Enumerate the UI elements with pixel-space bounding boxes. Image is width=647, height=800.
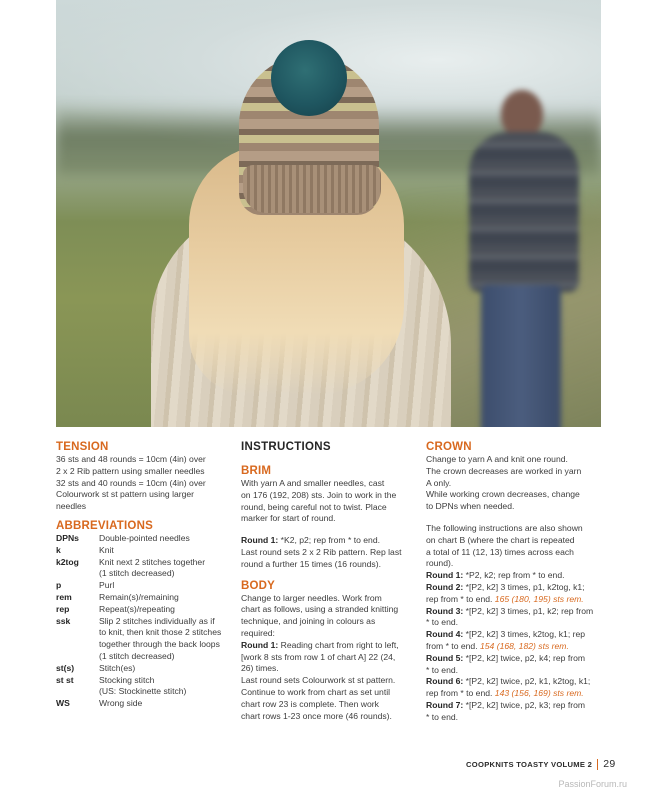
abbreviation-term: WS bbox=[56, 698, 70, 709]
abbreviation-row bbox=[56, 698, 231, 710]
crown-heading: CROWN bbox=[426, 441, 472, 453]
abbreviation-term: st(s) bbox=[56, 662, 75, 673]
crown-rounds bbox=[426, 570, 606, 723]
instructions-heading: INSTRUCTIONS bbox=[241, 441, 331, 453]
abbreviation-term bbox=[56, 627, 99, 639]
abbreviation-term bbox=[56, 568, 99, 580]
abbreviation-definition: Repeat(s)/repeating bbox=[99, 603, 175, 614]
crown-round-continuation: from * to end. 154 (168, 182) sts rem. bbox=[426, 640, 569, 651]
abbreviation-term: k bbox=[56, 544, 61, 555]
abbreviation-definition: together through the back loops bbox=[99, 639, 220, 650]
brim-heading: BRIM bbox=[241, 465, 272, 477]
abbreviation-definition: Remain(s)/remaining bbox=[99, 591, 179, 602]
tension-heading: TENSION bbox=[56, 441, 109, 453]
abbreviation-term: ssk bbox=[56, 615, 71, 626]
page-number: 29 bbox=[603, 758, 616, 770]
abbreviation-definition: Stitch(es) bbox=[99, 662, 136, 673]
abbreviation-term: rep bbox=[56, 603, 70, 614]
column-middle: INSTRUCTIONS BRIM With yarn A and smaller needles, cast on 176 (192, 208) sts. Join to work in the round, being careful not to twist. Place marker for start of round. Round 1: *K2, p2; rep from * to end. Last round sets 2 x 2 Rib pattern. Rep last round a further 15 times (16 rounds). BODY Change to larger needles. Work from chart as follows, using a stranded knitting technique, and joining in colours as required: Round 1: Reading chart from right to left, [work 8 sts from row 1 of chart A] 22 (24, 26) times. Last round sets Colourwork st st pattern. Continue to work from chart as set until chart row 23 is complete. Then work chart rows 1-23 once more (46 rounds). bbox=[241, 440, 416, 722]
hero-photo bbox=[56, 0, 601, 427]
crown-round-5: Round 5: *[P2, k2] twice, p2, k4; rep from bbox=[426, 652, 586, 663]
abbreviation-row bbox=[56, 675, 231, 687]
column-right bbox=[426, 440, 606, 724]
abbreviation-definition: Double-pointed needles bbox=[99, 532, 190, 543]
abbreviation-row bbox=[56, 663, 231, 675]
abbreviation-term: k2tog bbox=[56, 556, 79, 567]
crown-round-continuation: rep from * to end. 143 (156, 169) sts rem. bbox=[426, 688, 584, 699]
abbreviation-definition: Stocking stitch bbox=[99, 674, 155, 685]
crown-round-continuation: rep from * to end. 165 (180, 195) sts rem. bbox=[426, 593, 584, 604]
crown-round-6: Round 6: *[P2, k2] twice, p2, k1, k2tog, k1; bbox=[426, 676, 591, 687]
brim-round-1: Round 1: *K2, p2; rep from * to end. bbox=[241, 535, 380, 546]
body-text: Change to larger needles. Work from chart as follows, using a stranded knitting technique, and joining in colours as required: Round 1: Reading chart from right to left, [work 8 sts from row 1 of chart A] 22 (24, 26) times. Last round sets Colourwork st st pattern. Continue to work from chart as set until chart row 23 is complete. Then work chart rows 1-23 once more (46 rounds). bbox=[241, 593, 416, 723]
crown-chart-note: The following instructions are also shown on chart B (where the chart is repeated a total of 11 (12, 13) times across each round). bbox=[426, 522, 583, 569]
brim-text: With yarn A and smaller needles, cast on 176 (192, 208) sts. Join to work in the round, being careful not to twist. Place marker for start of round. bbox=[241, 478, 397, 524]
abbreviation-row bbox=[56, 557, 231, 569]
teal-pompom bbox=[271, 40, 347, 116]
abbreviation-row bbox=[56, 568, 231, 580]
abbreviation-definition: (1 stitch decreased) bbox=[99, 650, 175, 661]
abbreviation-row bbox=[56, 533, 231, 545]
magazine-title: COOPKNITS TOASTY VOLUME 2 bbox=[466, 759, 593, 769]
abbreviation-term bbox=[56, 686, 99, 698]
column-left bbox=[56, 440, 231, 710]
abbreviation-row bbox=[56, 545, 231, 557]
body-round-1: Round 1: Reading chart from right to left, bbox=[241, 639, 399, 650]
abbreviation-term: rem bbox=[56, 591, 72, 602]
abbreviation-term: p bbox=[56, 580, 62, 591]
abbreviation-row bbox=[56, 616, 231, 628]
abbreviation-row bbox=[56, 580, 231, 592]
crown-round-continuation: * to end. bbox=[426, 664, 459, 675]
abbreviations-heading: ABBREVIATIONS bbox=[56, 519, 153, 532]
crown-intro: Change to yarn A and knit one round. The crown decreases are worked in yarn A only. While working crown decreases, change to DPNs when needed. bbox=[426, 454, 582, 512]
crown-round-continuation: * to end. bbox=[426, 711, 459, 722]
abbreviation-row bbox=[56, 604, 231, 616]
stitch-count: 154 (168, 182) sts rem. bbox=[479, 640, 569, 651]
abbreviation-term: DPNs bbox=[56, 532, 79, 543]
page-footer bbox=[466, 758, 616, 770]
woman-in-beanie bbox=[151, 35, 471, 427]
crown-round-3: Round 3: *[P2, k2] 3 times, p1, k2; rep from bbox=[426, 605, 594, 616]
crown-round-2: Round 2: *[P2, k2] 3 times, p1, k2tog, k1; bbox=[426, 581, 585, 592]
crown-round-4: Round 4: *[P2, k2] 3 times, k2tog, k1; rep bbox=[426, 629, 586, 640]
abbreviation-row bbox=[56, 639, 231, 651]
crown-round-1: Round 1: *P2, k2; rep from * to end. bbox=[426, 570, 565, 581]
abbreviation-definition: Knit bbox=[99, 544, 114, 555]
abbreviations-list bbox=[56, 533, 231, 710]
abbreviation-row bbox=[56, 651, 231, 663]
body-heading: BODY bbox=[241, 579, 276, 592]
crown-round-7: Round 7: *[P2, k2] twice, p2, k3; rep from bbox=[426, 699, 586, 710]
abbreviation-term bbox=[56, 651, 99, 663]
abbreviation-term: st st bbox=[56, 674, 74, 685]
tension-text: 36 sts and 48 rounds = 10cm (4in) over 2 x 2 Rib pattern using smaller needles 32 sts and 40 rounds = 10cm (4in) over Colourwork st st pattern using larger needles bbox=[56, 454, 206, 512]
abbreviation-row bbox=[56, 592, 231, 604]
abbreviation-definition: Wrong side bbox=[99, 698, 143, 709]
crown-round-continuation: * to end. bbox=[426, 617, 459, 628]
abbreviation-definition: Slip 2 stitches individually as if bbox=[99, 615, 215, 626]
abbreviation-definition: Purl bbox=[99, 580, 115, 591]
abbreviation-term bbox=[56, 639, 99, 651]
footer-separator bbox=[597, 759, 598, 770]
abbreviation-definition: (US: Stockinette stitch) bbox=[99, 686, 187, 697]
abbreviation-definition: (1 stitch decreased) bbox=[99, 568, 175, 579]
stitch-count: 165 (180, 195) sts rem. bbox=[494, 593, 584, 604]
watermark: PassionForum.ru bbox=[558, 779, 627, 789]
background-man bbox=[451, 90, 586, 427]
abbreviation-row bbox=[56, 686, 231, 698]
abbreviation-definition: Knit next 2 stitches together bbox=[99, 556, 206, 567]
abbreviation-row bbox=[56, 627, 231, 639]
abbreviation-definition: to knit, then knit those 2 stitches bbox=[99, 627, 222, 638]
stitch-count: 143 (156, 169) sts rem. bbox=[494, 688, 584, 699]
